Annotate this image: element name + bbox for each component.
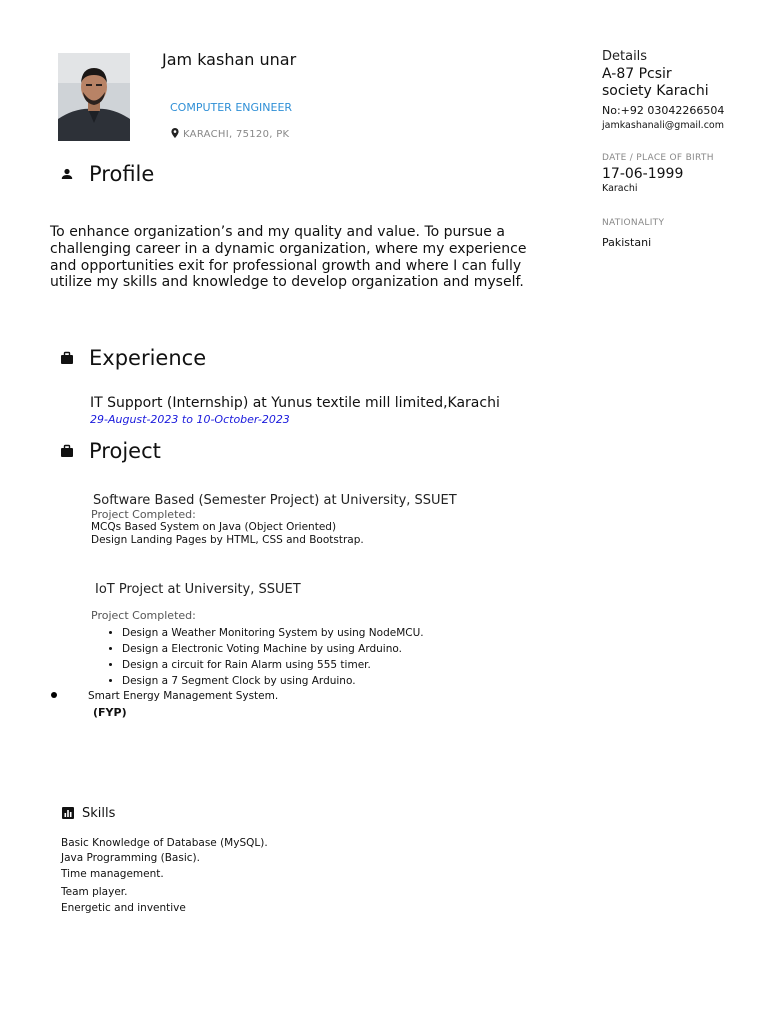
bar-chart-icon [62, 807, 74, 819]
project-2-title: IoT Project at University, SSUET [95, 582, 301, 597]
phone-number: No:+92 03042266504 [602, 104, 725, 117]
project-heading: Project [89, 439, 161, 463]
nationality-label: NATIONALITY [602, 218, 665, 228]
project-1-completed-label: Project Completed: [91, 508, 196, 521]
project-1-item: MCQs Based System on Java (Object Oriented) [91, 521, 337, 533]
profile-photo [58, 53, 130, 141]
person-icon [60, 167, 74, 181]
location-text: KARACHI, 75120, PK [183, 129, 290, 140]
project-2-list [104, 625, 424, 689]
briefcase-icon [60, 444, 74, 458]
profile-summary: To enhance organization’s and my quality and value. To pursue a challenging career in a dynamic organization, where my experience and opportunities exit for professional growth and where I can fully utilize my skills and knowledge to develop organization and myself. [50, 224, 527, 291]
bullet-dot [51, 692, 57, 698]
skill-item: Energetic and inventive [61, 902, 186, 914]
candidate-name: Jam kashan unar [162, 50, 297, 69]
job-title: COMPUTER ENGINEER [170, 101, 293, 114]
date-of-birth: 17-06-1999 [602, 166, 684, 182]
project-1-item: Design Landing Pages by HTML, CSS and Bootstrap. [91, 534, 364, 546]
fyp-item: Smart Energy Management System. [88, 690, 279, 702]
project-1-title: Software Based (Semester Project) at University, SSUET [93, 493, 457, 508]
birth-place: Karachi [602, 183, 638, 194]
email-address: jamkashanali@gmail.com [602, 120, 724, 131]
experience-heading: Experience [89, 346, 207, 370]
experience-dates: 29-August-2023 to 10-October-2023 [90, 413, 290, 426]
address-line-2: society Karachi [602, 83, 709, 99]
fyp-label: (FYP) [93, 706, 127, 719]
list-item: • Design a circuit for Rain Alarm using 555 timer. [122, 657, 424, 673]
skill-item: Java Programming (Basic). [61, 852, 200, 864]
details-heading: Details [602, 49, 648, 64]
experience-title: IT Support (Internship) at Yunus textile mill limited,Karachi [90, 395, 500, 411]
nationality: Pakistani [602, 236, 652, 249]
project-2-completed-label: Project Completed: [91, 609, 196, 622]
briefcase-icon [60, 351, 74, 365]
list-item: • Design a Electronic Voting Machine by using Arduino. [122, 641, 424, 657]
skills-heading: Skills [82, 806, 116, 821]
profile-heading: Profile [89, 162, 155, 186]
dob-label: DATE / PLACE OF BIRTH [602, 153, 714, 163]
list-item: • Design a 7 Segment Clock by using Arduino. [122, 673, 424, 689]
skill-item: Basic Knowledge of Database (MySQL). [61, 837, 268, 849]
location [171, 128, 289, 140]
address-line-1: A-87 Pcsir [602, 66, 672, 82]
skill-item: Time management. [61, 868, 164, 880]
skill-item: Team player. [61, 886, 128, 898]
location-pin-icon [171, 128, 179, 138]
list-item: • Design a Weather Monitoring System by using NodeMCU. [122, 625, 424, 641]
